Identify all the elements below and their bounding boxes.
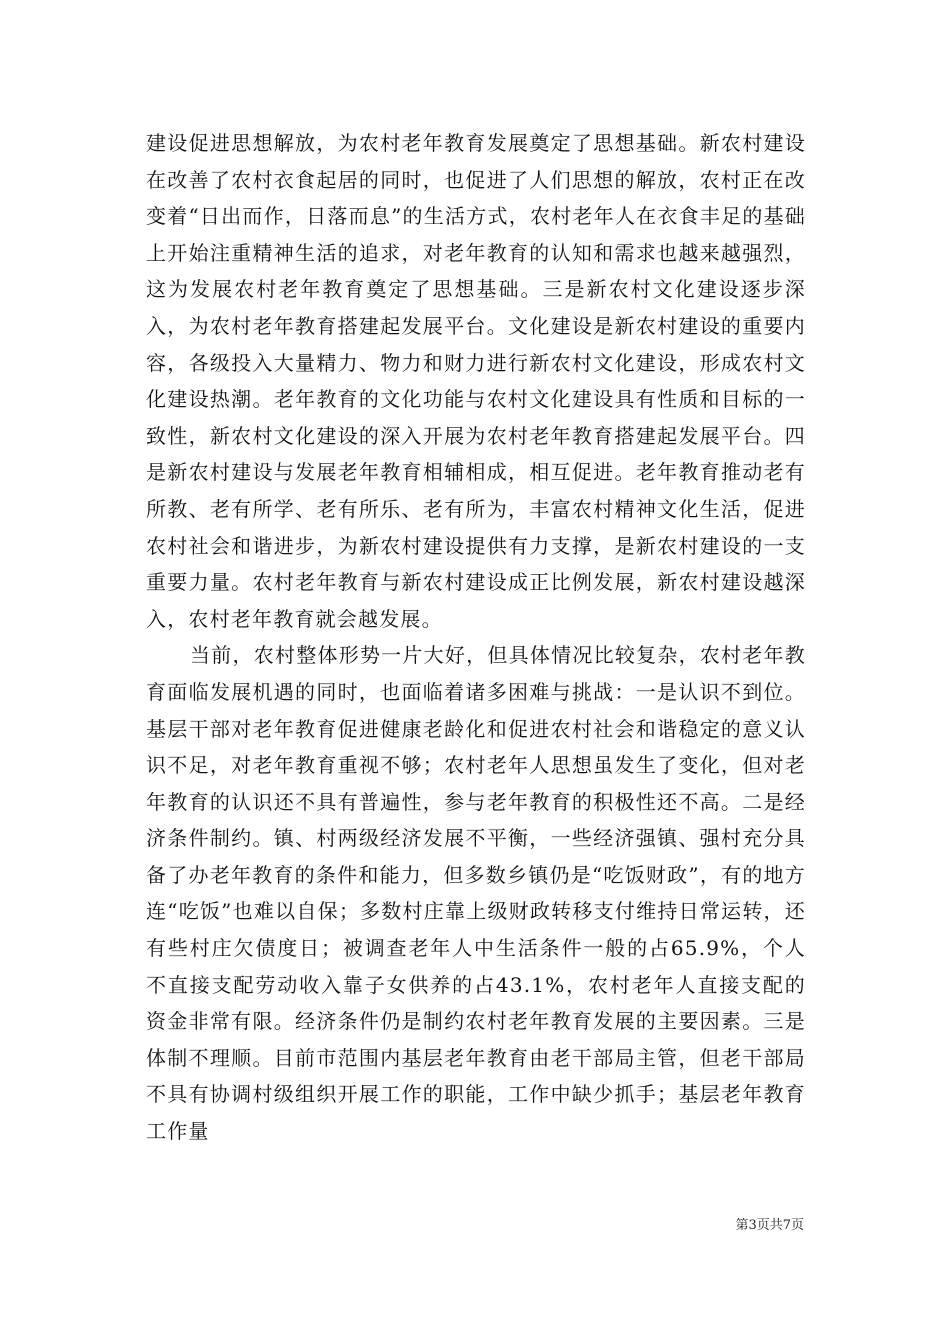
paragraph-1: 建设促进思想解放，为农村老年教育发展奠定了思想基础。新农村建设在改善了农村衣食起居的同时，也促进了人们思想的解放，农村正在改变着“日出而作，日落而息”的生活方式，农村老年人在衣食丰足的基础上开始注重精神生活的追求，对老年教育的认知和需求也越来越强烈，这为发展农村老年教育奠定了思想基础。三是新农村文化建设逐步深入，为农村老年教育搭建起发展平台。文化建设是新农村建设的重要内容，各级投入大量精力、物力和财力进行新农村文化建设，形成农村文化建设热潮。老年教育的文化功能与农村文化建设具有性质和目标的一致性，新农村文化建设的深入开展为农村老年教育搭建起发展平台。四是新农村建设与发展老年教育相辅相成，相互促进。老年教育推动老有所教、老有所学、老有所乐、老有所为，丰富农村精神文化生活，促进农村社会和谐进步，为新农村建设提供有力支撑，是新农村建设的一支重要力量。农村老年教育与新农村建设成正比例发展，新农村建设越深入，农村老年教育就会越发展。	[146, 131, 806, 631]
document-body	[146, 125, 806, 1150]
paragraph-2: 当前，农村整体形势一片大好，但具体情况比较复杂，农村老年教育面临发展机遇的同时，也面临着诸多困难与挑战：一是认识不到位。基层干部对老年教育促进健康老龄化和促进农村社会和谐稳定的意义认识不足，对老年教育重视不够；农村老年人思想虽发生了变化，但对老年教育的认识还不具有普遍性，参与老年教育的积极性还不高。二是经济条件制约。镇、村两级经济发展不平衡，一些经济强镇、强村充分具备了办老年教育的条件和能力，但多数乡镇仍是“吃饭财政”，有的地方连“吃饭”也难以自保；多数村庄靠上级财政转移支付维持日常运转，还有些村庄欠债度日；被调查老年人中生活条件一般的占65.9%，个人不直接支配劳动收入靠子女供养的占43.1%，农村老年人直接支配的资金非常有限。经济条件仍是制约农村老年教育发展的主要因素。三是体制不理顺。目前市范围内基层老年教育由老干部局主管，但老干部局不具有协调村级组织开展工作的职能，工作中缺少抓手；基层老年教育工作量	[146, 643, 806, 1144]
page-number-footer: 第3页共7页	[735, 1218, 804, 1233]
